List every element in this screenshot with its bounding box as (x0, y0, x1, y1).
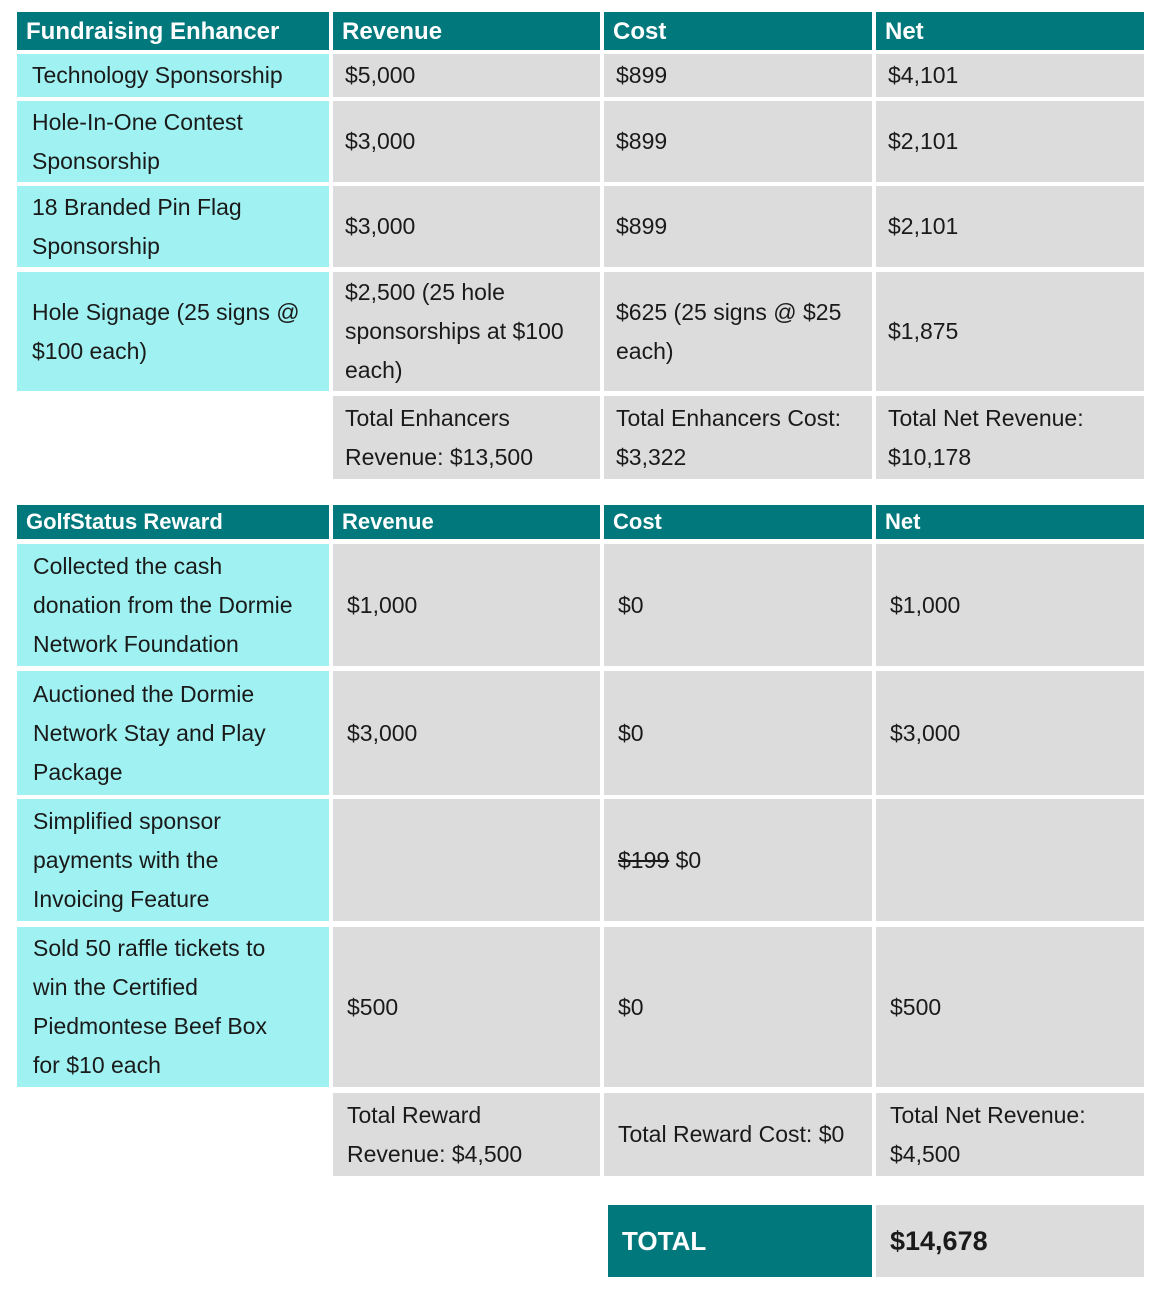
table-cell-cost (604, 799, 872, 921)
table-row-label: Auctioned the Dormie Network Stay and Play Package (17, 671, 329, 795)
total-enhancers-cost: Total Enhancers Cost: $3,322 (604, 396, 872, 479)
table-row-label: Simplified sponsor payments with the Invoicing Feature (17, 799, 329, 921)
table-row-label: Hole-In-One Contest Sponsorship (17, 101, 329, 182)
table-cell-cost: $899 (604, 186, 872, 267)
total-net-revenue: Total Net Revenue: $4,500 (876, 1093, 1144, 1176)
table-cell-cost: $0 (604, 544, 872, 666)
header-cost: Cost (604, 12, 872, 50)
table-cell-net: $1,875 (876, 272, 1144, 391)
header-revenue: Revenue (333, 12, 600, 50)
table-cell-revenue: $3,000 (333, 186, 600, 267)
table-cell-cost: $0 (604, 671, 872, 795)
table-cell-cost: $899 (604, 54, 872, 97)
header-net: Net (876, 505, 1144, 539)
struck-cost: $199 (618, 846, 670, 873)
table-cell-net: $4,101 (876, 54, 1144, 97)
total-net-revenue: Total Net Revenue: $10,178 (876, 396, 1144, 479)
total-reward-revenue: Total Reward Revenue: $4,500 (333, 1093, 600, 1176)
cost-value: $0 (675, 846, 702, 873)
table-cell-revenue: $2,500 (25 hole sponsorships at $100 each) (333, 272, 600, 391)
table-cell-net: $3,000 (876, 671, 1144, 795)
table-cell-revenue (333, 799, 600, 921)
header-fundraising-enhancer: Fundraising Enhancer (17, 12, 329, 50)
table-cell-revenue: $3,000 (333, 101, 600, 182)
table-row-label: Technology Sponsorship (17, 54, 329, 97)
table-cell-net: $1,000 (876, 544, 1144, 666)
table-cell-cost: $0 (604, 927, 872, 1087)
table-cell-net: $500 (876, 927, 1144, 1087)
table-cell-net: $2,101 (876, 101, 1144, 182)
table-cell-cost: $625 (25 signs @ $25 each) (604, 272, 872, 391)
table-row-label: Hole Signage (25 signs @ $100 each) (17, 272, 329, 391)
table-row-label: 18 Branded Pin Flag Sponsorship (17, 186, 329, 267)
total-reward-cost: Total Reward Cost: $0 (604, 1093, 872, 1176)
grand-total-value: $14,678 (876, 1205, 1144, 1277)
table-cell-net: $2,101 (876, 186, 1144, 267)
table-cell-net (876, 799, 1144, 921)
total-enhancers-revenue: Total Enhancers Revenue: $13,500 (333, 396, 600, 479)
table-cell-revenue: $3,000 (333, 671, 600, 795)
table-cell-revenue: $1,000 (333, 544, 600, 666)
table-row-label: Collected the cash donation from the Dormie Network Foundation (17, 544, 329, 666)
grand-total-label: TOTAL (608, 1205, 872, 1277)
header-golfstatus-reward: GolfStatus Reward (17, 505, 329, 539)
table-cell-cost: $899 (604, 101, 872, 182)
header-net: Net (876, 12, 1144, 50)
table-row-label: Sold 50 raffle tickets to win the Certified Piedmontese Beef Box for $10 each (17, 927, 329, 1087)
table-cell-revenue: $500 (333, 927, 600, 1087)
header-revenue: Revenue (333, 505, 600, 539)
header-cost: Cost (604, 505, 872, 539)
table-cell-revenue: $5,000 (333, 54, 600, 97)
